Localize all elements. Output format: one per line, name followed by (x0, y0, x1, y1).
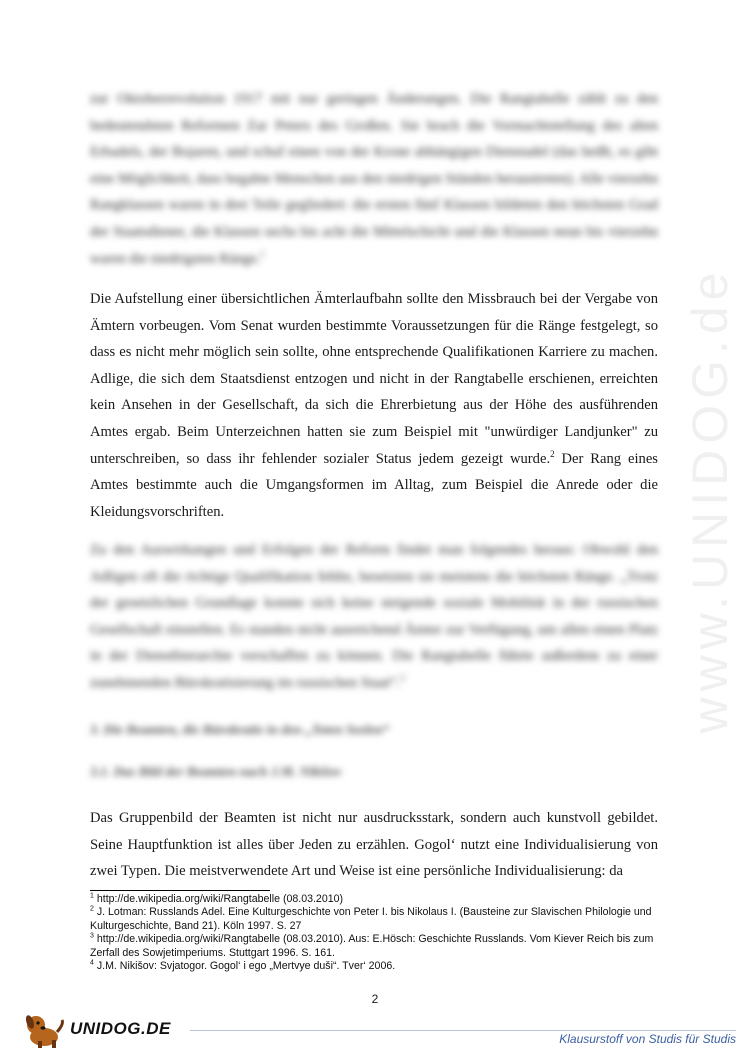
subsection-heading: 3.1. Das Bild der Beamten nach J.M. Nikišov (90, 764, 342, 779)
footnote-ref: 3 (400, 673, 405, 684)
footnote (90, 960, 670, 973)
footnote-ref: 1 (260, 248, 265, 259)
footer-divider (190, 1030, 736, 1031)
footnotes (90, 893, 670, 973)
blurred-paragraph-3 (90, 537, 658, 697)
watermark: www.UNIDOG.de (682, 266, 738, 734)
footnote (90, 893, 670, 906)
unidog-logo (22, 1010, 182, 1050)
footnote (90, 933, 670, 960)
section-heading: 3. Die Beamten, die Bürokratie in den „Toten Seelen“ (90, 722, 390, 737)
footnote-divider (90, 890, 270, 891)
footnote-text: J.M. Nikišov: Svjatogor. Gogol‘ i ego „Mertvye duši“. Tver‘ 2006. (96, 960, 396, 973)
footnote-number: 2 (90, 905, 94, 913)
footnote-number: 1 (90, 892, 94, 900)
footnote-text: http://de.wikipedia.org/wiki/Rangtabelle (08.03.2010). Aus: E.Hösch: Geschichte Russlands. Vom Kiever Reich bis zum Zerfall des Sowjetimperiums. Stuttgart 1996. S. 161. (90, 933, 654, 959)
dog-icon (22, 1010, 72, 1050)
paragraph-4: Das Gruppenbild der Beamten ist nicht nur ausdrucksstark, sondern auch kunstvoll gebildet. Seine Hauptfunktion ist alles über Jeden zu erzählen. Gogol‘ nutzt eine Individualisierung von zwei Typen. Die meistverwendete Art und Weise ist eine persönliche Individualisierung: da (90, 810, 658, 880)
footnote-number: 4 (90, 959, 94, 967)
page-number: 2 (371, 992, 379, 1006)
footnote-ref: 2 (550, 448, 555, 459)
footnote-text: J. Lotman: Russlands Adel. Eine Kulturgeschichte von Peter I. bis Nikolaus I. (Bausteine zur Slavischen Philologie und Kulturgeschichte, Band 21). Köln 1997. S. 27 (90, 906, 652, 932)
paragraph-text: zur Oktoberrevolution 1917 mit nur geringen Änderungen. Die Rangtabelle zählt zu den bedeutendsten Reformen Zar Peters des Großen. Sie brach die Vormachtstellung des alten Erbadels, der Bojaren, und schuf einen von der Krone abhängigen Dienstadel (das heißt, es gibt eine Möglichkeit, dass begabte Menschen aus den niedrigen Ständen heraustreten). Alle vierzehn Rangklassen waren in drei Teile gegliedert: die ersten fünf Klassen bildeten den höchsten Grad der Staatsdiener, die Klassen sechs bis acht die Mittelschicht und die Klassen neun bis vierzehn waren die niedrigsten Ränge. (90, 91, 658, 267)
paragraph-text: Zu den Auswirkungen und Erfolgen der Reform findet man folgendes heraus: Obwohl den Adligen oft die richtige Qualifikation fehlte, besetzten sie meistens die höchsten Ränge. „Trotz der gesetzlichen Grundlage konnte sich keine steigende soziale Mobilität in der russischen Gesellschaft einstellen. Es standen nicht ausreichend Ämter zur Verfügung, um allen einen Platz in der Dienstbierarchie verschaffen zu können. Die Rangtabelle führte außerdem zu einer zunehmenden Bürokratisierung im russischen Staat“. (90, 542, 658, 691)
paragraph-2 (90, 286, 658, 525)
footnote-number: 3 (90, 932, 94, 940)
footer-tagline: Klausurstoff von Studis für Studis (559, 1032, 736, 1046)
footnote (90, 906, 670, 933)
blurred-paragraph-1 (90, 86, 658, 272)
logo-text: UNIDOG.DE (70, 1019, 171, 1038)
footnote-text: http://de.wikipedia.org/wiki/Rangtabelle (08.03.2010) (96, 893, 344, 905)
paragraph-text: Der Rang eines Amtes bestimmte auch die Umgangsformen im Alltag, zum Beispiel die Anrede oder die Kleidungsvorschriften. (90, 450, 658, 520)
paragraph-text: Die Aufstellung einer übersichtlichen Ämterlaufbahn sollte den Missbrauch bei der Vergabe von Ämtern vorbeugen. Vom Senat wurden bestimmte Voraussetzungen für die Ränge festgelegt, so dass es nicht mehr möglich sein sollte, ohne entsprechende Qualifikationen Karriere zu machen. Adlige, die sich dem Staatsdienst entzogen und nicht in der Rangtabelle erschienen, erreichten kein Ansehen in der Gesellschaft, da sich die Ehrerbietung aus der Höhe des ausführenden Amtes ergab. Beim Unterzeichnen hatten sie zum Beispiel mit "unwürdiger Landjunker" zu unterschreiben, so dass ihr fehlender sozialer Status jedem gezeigt wurde. (90, 291, 658, 467)
